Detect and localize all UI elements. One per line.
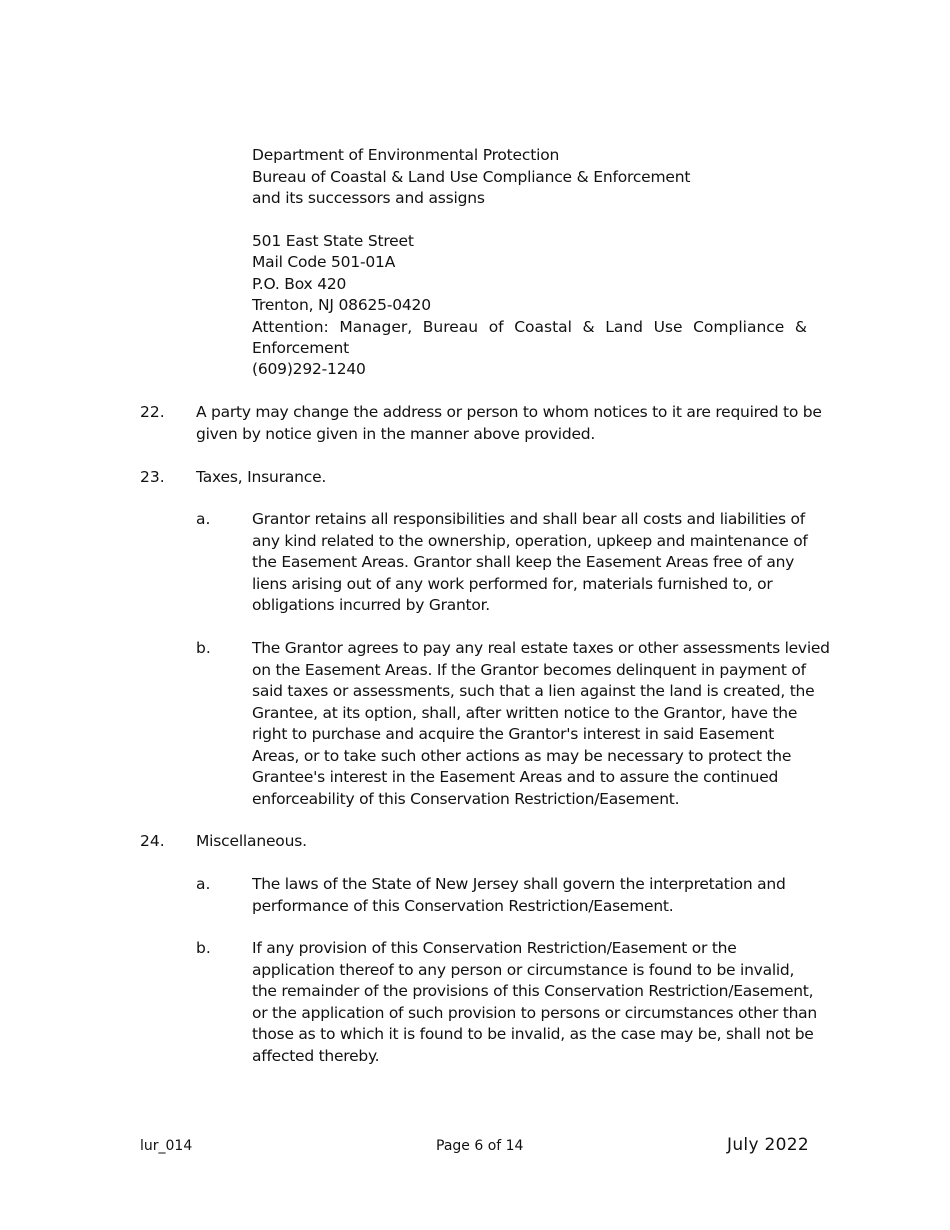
document-id: lur_014 xyxy=(140,1138,193,1154)
address-line: Bureau of Coastal & Land Use Compliance & Enforcement xyxy=(252,168,691,186)
text-line: A party may change the address or person to whom notices to it are required to be xyxy=(196,403,822,421)
street-line: Trenton, NJ 08625-0420 xyxy=(252,296,431,314)
section-title: Miscellaneous. xyxy=(196,832,307,850)
subsection-label: b. xyxy=(196,939,211,957)
text-line: affected thereby. xyxy=(252,1046,380,1065)
attention-line-continued: Enforcement xyxy=(252,339,349,357)
section-number: 24. xyxy=(140,832,165,850)
text-line: those as to which it is found to be invalid, as the case may be, shall not be xyxy=(252,1025,814,1043)
text-line: The Grantor agrees to pay any real estate taxes or other assessments levied xyxy=(252,639,830,657)
subsection-text xyxy=(252,509,808,617)
subsection-text xyxy=(252,874,786,917)
text-line: right to purchase and acquire the Grantor's interest in said Easement xyxy=(252,725,775,743)
street-line: P.O. Box 420 xyxy=(252,275,347,293)
text-line: Grantee's interest in the Easement Areas and to assure the continued xyxy=(252,768,779,786)
address-line: Department of Environmental Protection xyxy=(252,146,560,164)
address-line: and its successors and assigns xyxy=(252,189,485,207)
street-line: 501 East State Street xyxy=(252,232,414,250)
section-number: 22. xyxy=(140,403,165,421)
text-line: obligations incurred by Grantor. xyxy=(252,596,490,614)
attention-line: Attention: Manager, Bureau of Coastal & Land Use Compliance & xyxy=(252,318,807,336)
document-date: July 2022 xyxy=(727,1135,809,1155)
subsection-label: a. xyxy=(196,510,211,528)
street-line: Mail Code 501-01A xyxy=(252,253,396,271)
phone-number: (609)292-1240 xyxy=(252,360,366,378)
text-line: on the Easement Areas. If the Grantor becomes delinquent in payment of xyxy=(252,660,806,679)
text-line: or the application of such provision to persons or circumstances other than xyxy=(252,1003,817,1022)
subsection-label: a. xyxy=(196,875,211,893)
text-line: said taxes or assessments, such that a lien against the land is created, the xyxy=(252,682,815,700)
text-line: Grantee, at its option, shall, after written notice to the Grantor, have the xyxy=(252,703,798,722)
subsection-text xyxy=(252,938,817,1067)
text-line: the remainder of the provisions of this Conservation Restriction/Easement, xyxy=(252,982,814,1000)
text-line: If any provision of this Conservation Restriction/Easement or the xyxy=(252,939,737,957)
subsection-text xyxy=(252,638,830,810)
text-line: Areas, or to take such other actions as may be necessary to protect the xyxy=(252,746,792,765)
text-line: Grantor retains all responsibilities and shall bear all costs and liabilities of xyxy=(252,510,805,528)
text-line: The laws of the State of New Jersey shall govern the interpretation and xyxy=(252,875,786,893)
text-line: performance of this Conservation Restriction/Easement. xyxy=(252,896,674,915)
section-text xyxy=(196,402,822,445)
text-line: application thereof to any person or circumstance is found to be invalid, xyxy=(252,960,795,979)
subsection-label: b. xyxy=(196,639,211,657)
page-number: Page 6 of 14 xyxy=(436,1138,524,1154)
text-line: the Easement Areas. Grantor shall keep the Easement Areas free of any xyxy=(252,553,795,571)
section-number: 23. xyxy=(140,468,165,486)
text-line: given by notice given in the manner above provided. xyxy=(196,424,596,443)
text-line: any kind related to the ownership, operation, upkeep and maintenance of xyxy=(252,531,808,550)
section-title: Taxes, Insurance. xyxy=(196,468,327,486)
text-line: enforceability of this Conservation Restriction/Easement. xyxy=(252,789,680,808)
text-line: liens arising out of any work performed for, materials furnished to, or xyxy=(252,574,773,593)
